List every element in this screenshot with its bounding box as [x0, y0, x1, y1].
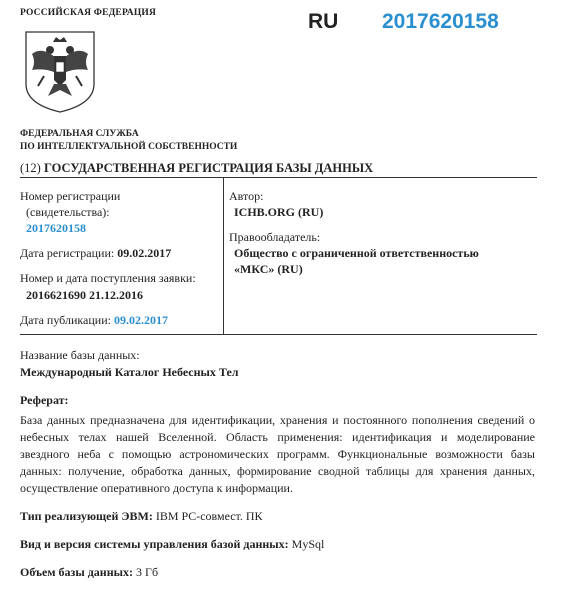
db-name-label: Название базы данных:	[20, 348, 140, 362]
computer-type-value: IBM PC-совмест. ПК	[155, 509, 263, 523]
computer-type	[20, 509, 263, 524]
dbms-info	[20, 537, 324, 552]
reg-number-label-2: (свидетельства):	[26, 205, 110, 219]
dbms-label: Вид и версия системы управления базой данных:	[20, 537, 289, 551]
abstract-text: База данных предназначена для идентификации, хранения и постоянного пополнения сведений о небесных телах нашей Вселенной. Область применения: идентификация и моделирование звездного неба с помощью астрономических программ. Функциональные возможности базы данных: получение, обработка данных, формирование сводной таблицы для хранения данных, осуществление оперативного доступа к информации.	[20, 413, 535, 495]
coat-of-arms-icon	[20, 28, 100, 114]
pub-date-value: 09.02.2017	[113, 313, 168, 327]
agency-name	[20, 128, 237, 154]
pub-date-label: Дата публикации:	[20, 313, 111, 327]
reg-date-label: Дата регистрации:	[20, 246, 115, 260]
document-title-text: ГОСУДАРСТВЕННАЯ РЕГИСТРАЦИЯ БАЗЫ ДАННЫХ	[43, 161, 374, 175]
holder-label: Правообладатель:	[229, 230, 321, 244]
reg-number-value: 2017620158	[26, 221, 86, 235]
author-value: ICHB.ORG (RU)	[234, 205, 324, 219]
dbms-value: MySql	[291, 537, 325, 551]
agency-line-1: ФЕДЕРАЛЬНАЯ СЛУЖБА	[20, 129, 139, 139]
column-divider	[223, 178, 224, 334]
document-title	[20, 161, 537, 176]
agency-line-2: ПО ИНТЕЛЛЕКТУАЛЬНОЙ СОБСТВЕННОСТИ	[20, 142, 238, 152]
db-size-value: 3 Гб	[136, 565, 159, 579]
reg-date	[20, 246, 171, 261]
db-size	[20, 565, 158, 580]
abstract-label: Реферат:	[20, 393, 69, 407]
db-size-label: Объем базы данных:	[20, 565, 133, 579]
registration-number-header: 2017620158	[382, 10, 499, 33]
pub-date	[20, 313, 168, 328]
application-value: 2016621690 21.12.2016	[26, 288, 143, 302]
author-label: Автор:	[229, 189, 264, 203]
computer-type-label: Тип реализующей ЭВМ:	[20, 509, 153, 523]
holder-line-1: Общество с ограниченной ответственностью	[234, 246, 479, 260]
holder-line-2: «МКС» (RU)	[234, 262, 303, 276]
document-code: (12)	[20, 161, 41, 175]
reg-date-value: 09.02.2017	[117, 246, 172, 260]
divider-top	[20, 177, 537, 178]
country-name: РОССИЙСКАЯ ФЕДЕРАЦИЯ	[20, 8, 157, 18]
application-label: Номер и дата поступления заявки:	[20, 271, 196, 285]
divider-bottom	[20, 334, 537, 335]
country-code: RU	[308, 10, 339, 33]
db-name-value: Международный Каталог Небесных Тел	[20, 365, 239, 379]
reg-number-label-1: Номер регистрации	[20, 189, 121, 203]
